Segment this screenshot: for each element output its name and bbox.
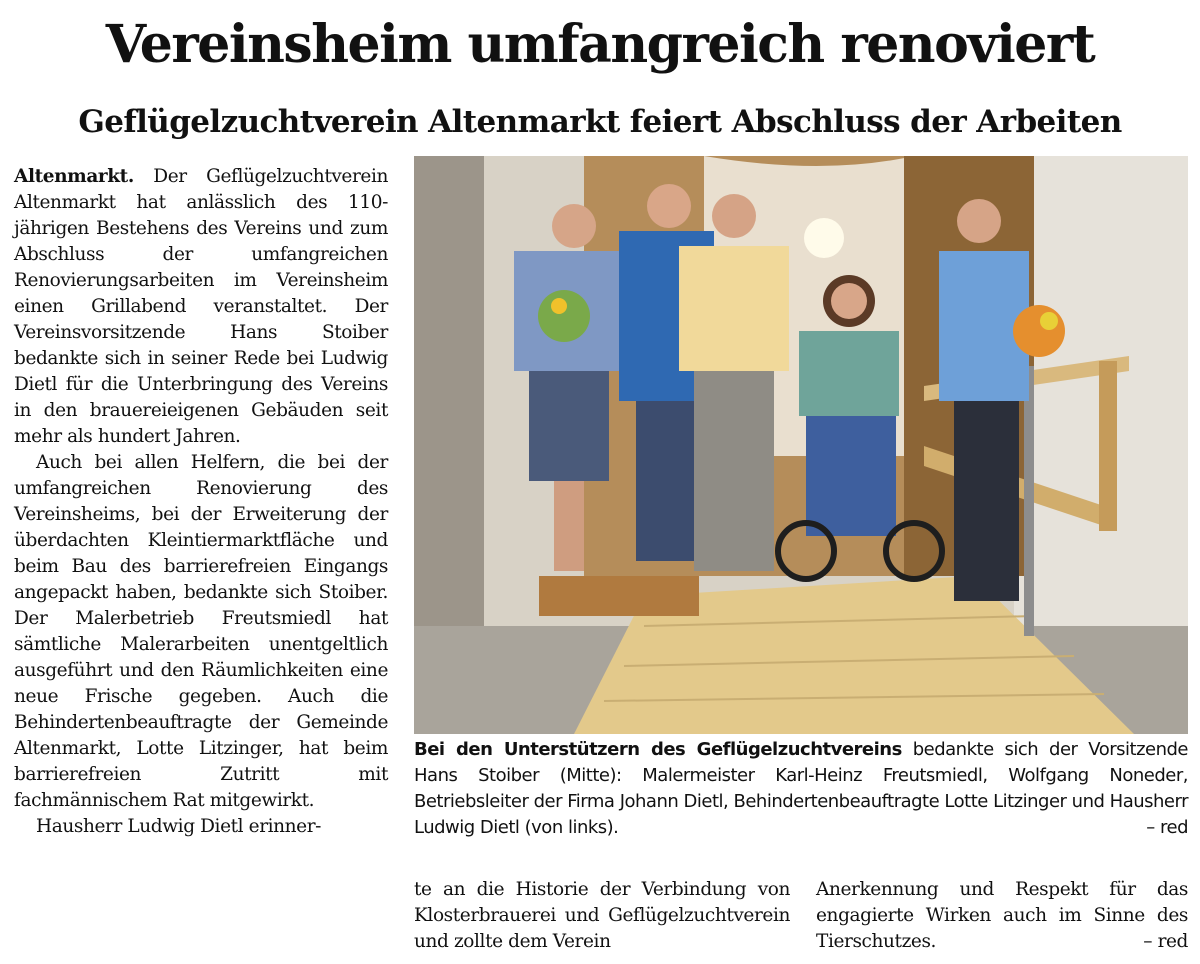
article-headline: Vereinsheim umfangreich renoviert — [105, 14, 1095, 75]
photo-caption — [414, 737, 1188, 841]
article-paragraph-3: Hausherr Ludwig Dietl erinner- — [36, 816, 322, 837]
article-paragraph-1 — [14, 164, 388, 450]
caption-signature: – red — [1146, 817, 1188, 838]
column-3-text: Anerkennung und Respekt für das engagierte Wirken auch im Sinne des Tierschutzes. — [816, 879, 1188, 952]
caption-text: bedankte sich der Vorsitzende Hans Stoiber (Mitte): Malermeister Karl-Heinz Freutsmiedl, Wolfgang Noneder, Betriebsleiter der Firma Johann Dietl, Behindertenbeauftragte Lotte Litzinger und Hausherr Ludwig Dietl (von links). — [414, 739, 1188, 838]
article-subheadline: Geflügelzuchtverein Altenmarkt feiert Abschluss der Arbeiten — [78, 104, 1122, 140]
article-column-3 — [816, 877, 1188, 955]
column-3-paragraph — [816, 877, 1188, 955]
photo-illustration — [414, 156, 1188, 734]
article-photo — [414, 156, 1188, 734]
paragraph-1-text: Der Geflügelzuchtverein Altenmarkt hat anlässlich des 110-jährigen Bestehens des Vereins und zum Abschluss der umfangreichen Renovierungsarbeiten im Vereinsheim einen Grillabend veranstaltet. Der Vereinsvorsitzende Hans Stoiber bedankte sich in seiner Rede bei Ludwig Dietl für die Unterbringung des Vereins in den brauereieigenen Gebäuden seit mehr als hundert Jahren. — [14, 166, 388, 447]
article-column-2 — [414, 877, 790, 955]
article-column-1 — [14, 164, 388, 964]
article-signature: – red — [1143, 931, 1188, 952]
dateline: Altenmarkt. — [14, 166, 134, 187]
caption-lead: Bei den Unterstützern des Geflügelzuchtvereins — [414, 739, 902, 760]
article-paragraph-2: Auch bei allen Helfern, die bei der umfangreichen Renovierung des Vereinsheims, bei der Erweiterung der überdachten Kleintiermarktfläche und beim Bau des barrierefreien Eingangs angepackt haben, bedankte sich Stoiber. Der Malerbetrieb Freutsmiedl hat sämtliche Malerarbeiten unentgeltlich ausgeführt und den Räumlichkeiten eine neue Frische gegeben. Auch die Behindertenbeauftragte der Gemeinde Altenmarkt, Lotte Litzinger, hat beim barrierefreien Zutritt mit fachmännischem Rat mitgewirkt. — [14, 452, 388, 811]
column-2-text: te an die Historie der Verbindung von Klosterbrauerei und Geflügelzuchtverein und zollte dem Verein — [414, 879, 790, 952]
